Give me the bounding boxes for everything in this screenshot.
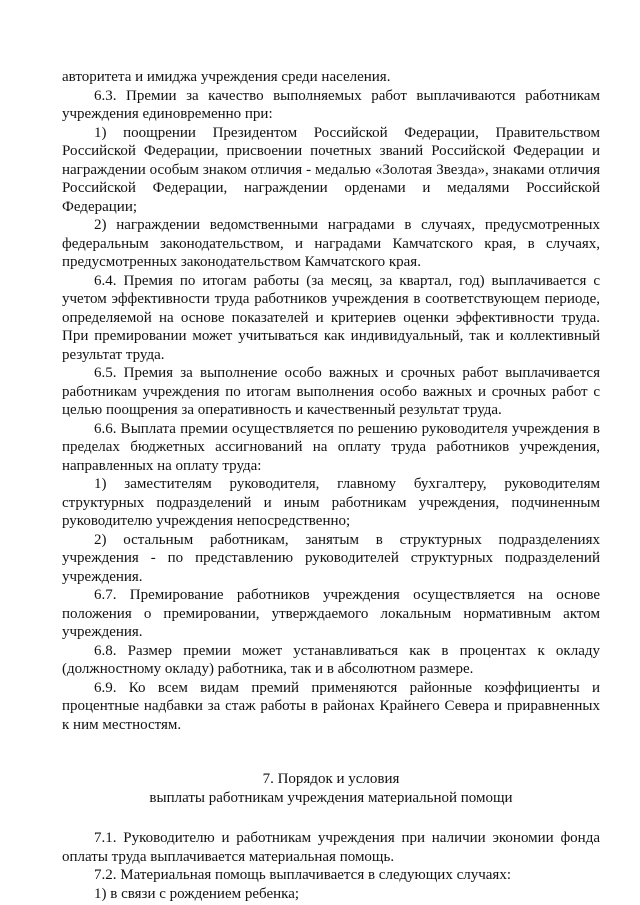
paragraph-continuation: авторитета и имиджа учреждения среди населения. (62, 69, 391, 85)
paragraph-6-6: 6.6. Выплата премии осуществляется по решению руководителя учреждения в пределах бюджетных ассигнований на оплату труда работников учреждения, направленных на оплату труда: (62, 420, 600, 474)
paragraph-6-3-item-1: 1) поощрении Президентом Российской Федерации, Правительством Российской Федерации, присвоении почетных званий Российской Федерации и награждении особым знаком отличия - медалью «Золотая Звезда», знаками отличия Российской Федерации, награждении орденами и медалями Российской Федерации; (62, 124, 600, 215)
section-title-line-2: выплаты работникам учреждения материальной помощи (149, 789, 513, 806)
paragraph-7-2-item-1: 1) в связи с рождением ребенка; (94, 885, 300, 902)
paragraphs-before (62, 68, 600, 734)
paragraph-6-3-item-2: 2) награждении ведомственными наградами в случаях, предусмотренных федеральным законодательством, и наградами Камчатского края, в случаях, предусмотренных законодательством Камчатского края. (62, 217, 600, 270)
paragraph-6-6-item-1: 1) заместителям руководителя, главному бухгалтеру, руководителям структурных подразделений и иным работникам учреждения, подчиненным руководителю учреждения непосредственно; (62, 476, 600, 529)
paragraph-6-6-item-2: 2) остальным работникам, занятым в структурных подразделениях учреждения - по представлению руководителей структурных подразделений учреждения. (62, 531, 600, 585)
paragraph-7-1: 7.1. Руководителю и работникам учреждения при наличии экономии фонда оплаты труда выплачивается материальная помощь. (62, 830, 600, 865)
paragraph-6-8: 6.8. Размер премии может устанавливаться как в процентах к окладу (должностному окладу) работника, так и в абсолютном размере. (62, 642, 600, 677)
paragraph-6-5: 6.5. Премия за выполнение особо важных и срочных работ выплачивается работникам учреждения по итогам выполнения особо важных и срочных работ с целью поощрения за оперативность и качественный результат труда. (62, 365, 600, 418)
section-title-line-1: 7. Порядок и условия (262, 771, 400, 787)
paragraph-6-4: 6.4. Премия по итогам работы (за месяц, за квартал, год) выплачивается с учетом эффективности труда работников учреждения в соответствующем периоде, определяемой на основе показателей и критериев оценки эффективности труда. При премировании может учитываться как индивидуальный, так и коллективный результат труда. (62, 272, 600, 363)
paragraph-6-9: 6.9. Ко всем видам премий применяются районные коэффициенты и процентные надбавки за стаж работы в районах Крайнего Севера и приравненных к ним местностям. (62, 679, 600, 733)
paragraphs-after (62, 829, 600, 903)
section-7-heading (62, 770, 600, 807)
paragraph-6-7: 6.7. Премирование работников учреждения осуществляется на основе положения о премировании, утверждаемого локальным нормативным актом учреждения. (62, 587, 600, 640)
document-page (62, 68, 600, 903)
paragraph-6-3: 6.3. Премии за качество выполняемых работ выплачиваются работникам учреждения единовременно при: (62, 87, 600, 122)
paragraph-7-2: 7.2. Материальная помощь выплачивается в следующих случаях: (94, 867, 511, 883)
